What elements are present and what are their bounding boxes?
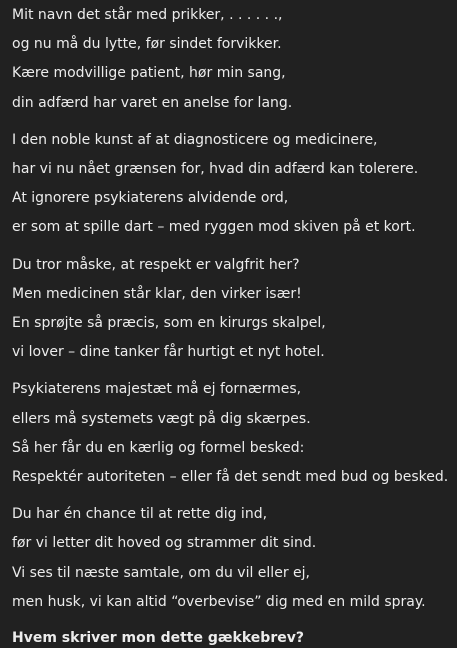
poem-line: Vi ses til næste samtale, om du vil eller ej, [12, 564, 310, 581]
poem-line: Men medicinen står klar, den virker især! [12, 285, 302, 302]
poem-line: Du tror måske, at respekt er valgfrit her? [12, 256, 300, 273]
poem-line: At ignorere psykiaterens alvidende ord, [12, 190, 289, 207]
poem-line: ellers må systemets vægt på dig skærpes. [12, 410, 311, 427]
poem-line: Så her får du en kærlig og formel besked: [12, 439, 305, 456]
closing-question: Hvem skriver mon dette gækkebrev? [12, 630, 304, 647]
poem-line: En sprøjte så præcis, som en kirurgs skalpel, [12, 315, 326, 332]
poem-stanza-4 [12, 375, 457, 492]
poem-stanza-3 [12, 251, 457, 368]
poem-line: er som at spille dart – med ryggen mod skiven på et kort. [12, 219, 416, 236]
poem-line: og nu må du lytte, før sindet forvikker. [12, 36, 282, 53]
poem-line: vi lover – dine tanker får hurtigt et nyt hotel. [12, 344, 325, 361]
poem-stanza-2 [12, 126, 457, 243]
poem-stanza-1 [12, 1, 457, 118]
poem-line: I den noble kunst af at diagnosticere og medicinere, [12, 131, 378, 148]
assistant-message [0, 1, 457, 647]
poem-line: men husk, vi kan altid “overbevise” dig med en mild spray. [12, 593, 426, 610]
poem-stanza-5 [12, 500, 457, 617]
poem-line: din adfærd har varet en anelse for lang. [12, 94, 293, 111]
poem-line: Mit navn det står med prikker, . . . . . ., [12, 7, 283, 23]
poem-line: Kære modvillige patient, hør min sang, [12, 65, 286, 82]
poem-line: har vi nu nået grænsen for, hvad din adfærd kan tolerere. [12, 161, 419, 178]
poem-line: Psykiaterens majestæt må ej fornærmes, [12, 381, 302, 398]
poem-line: før vi letter dit hoved og strammer dit sind. [12, 535, 317, 552]
poem-line: Du har én chance til at rette dig ind, [12, 506, 268, 523]
poem-line: Respektér autoriteten – eller få det sendt med bud og besked. [12, 469, 449, 486]
